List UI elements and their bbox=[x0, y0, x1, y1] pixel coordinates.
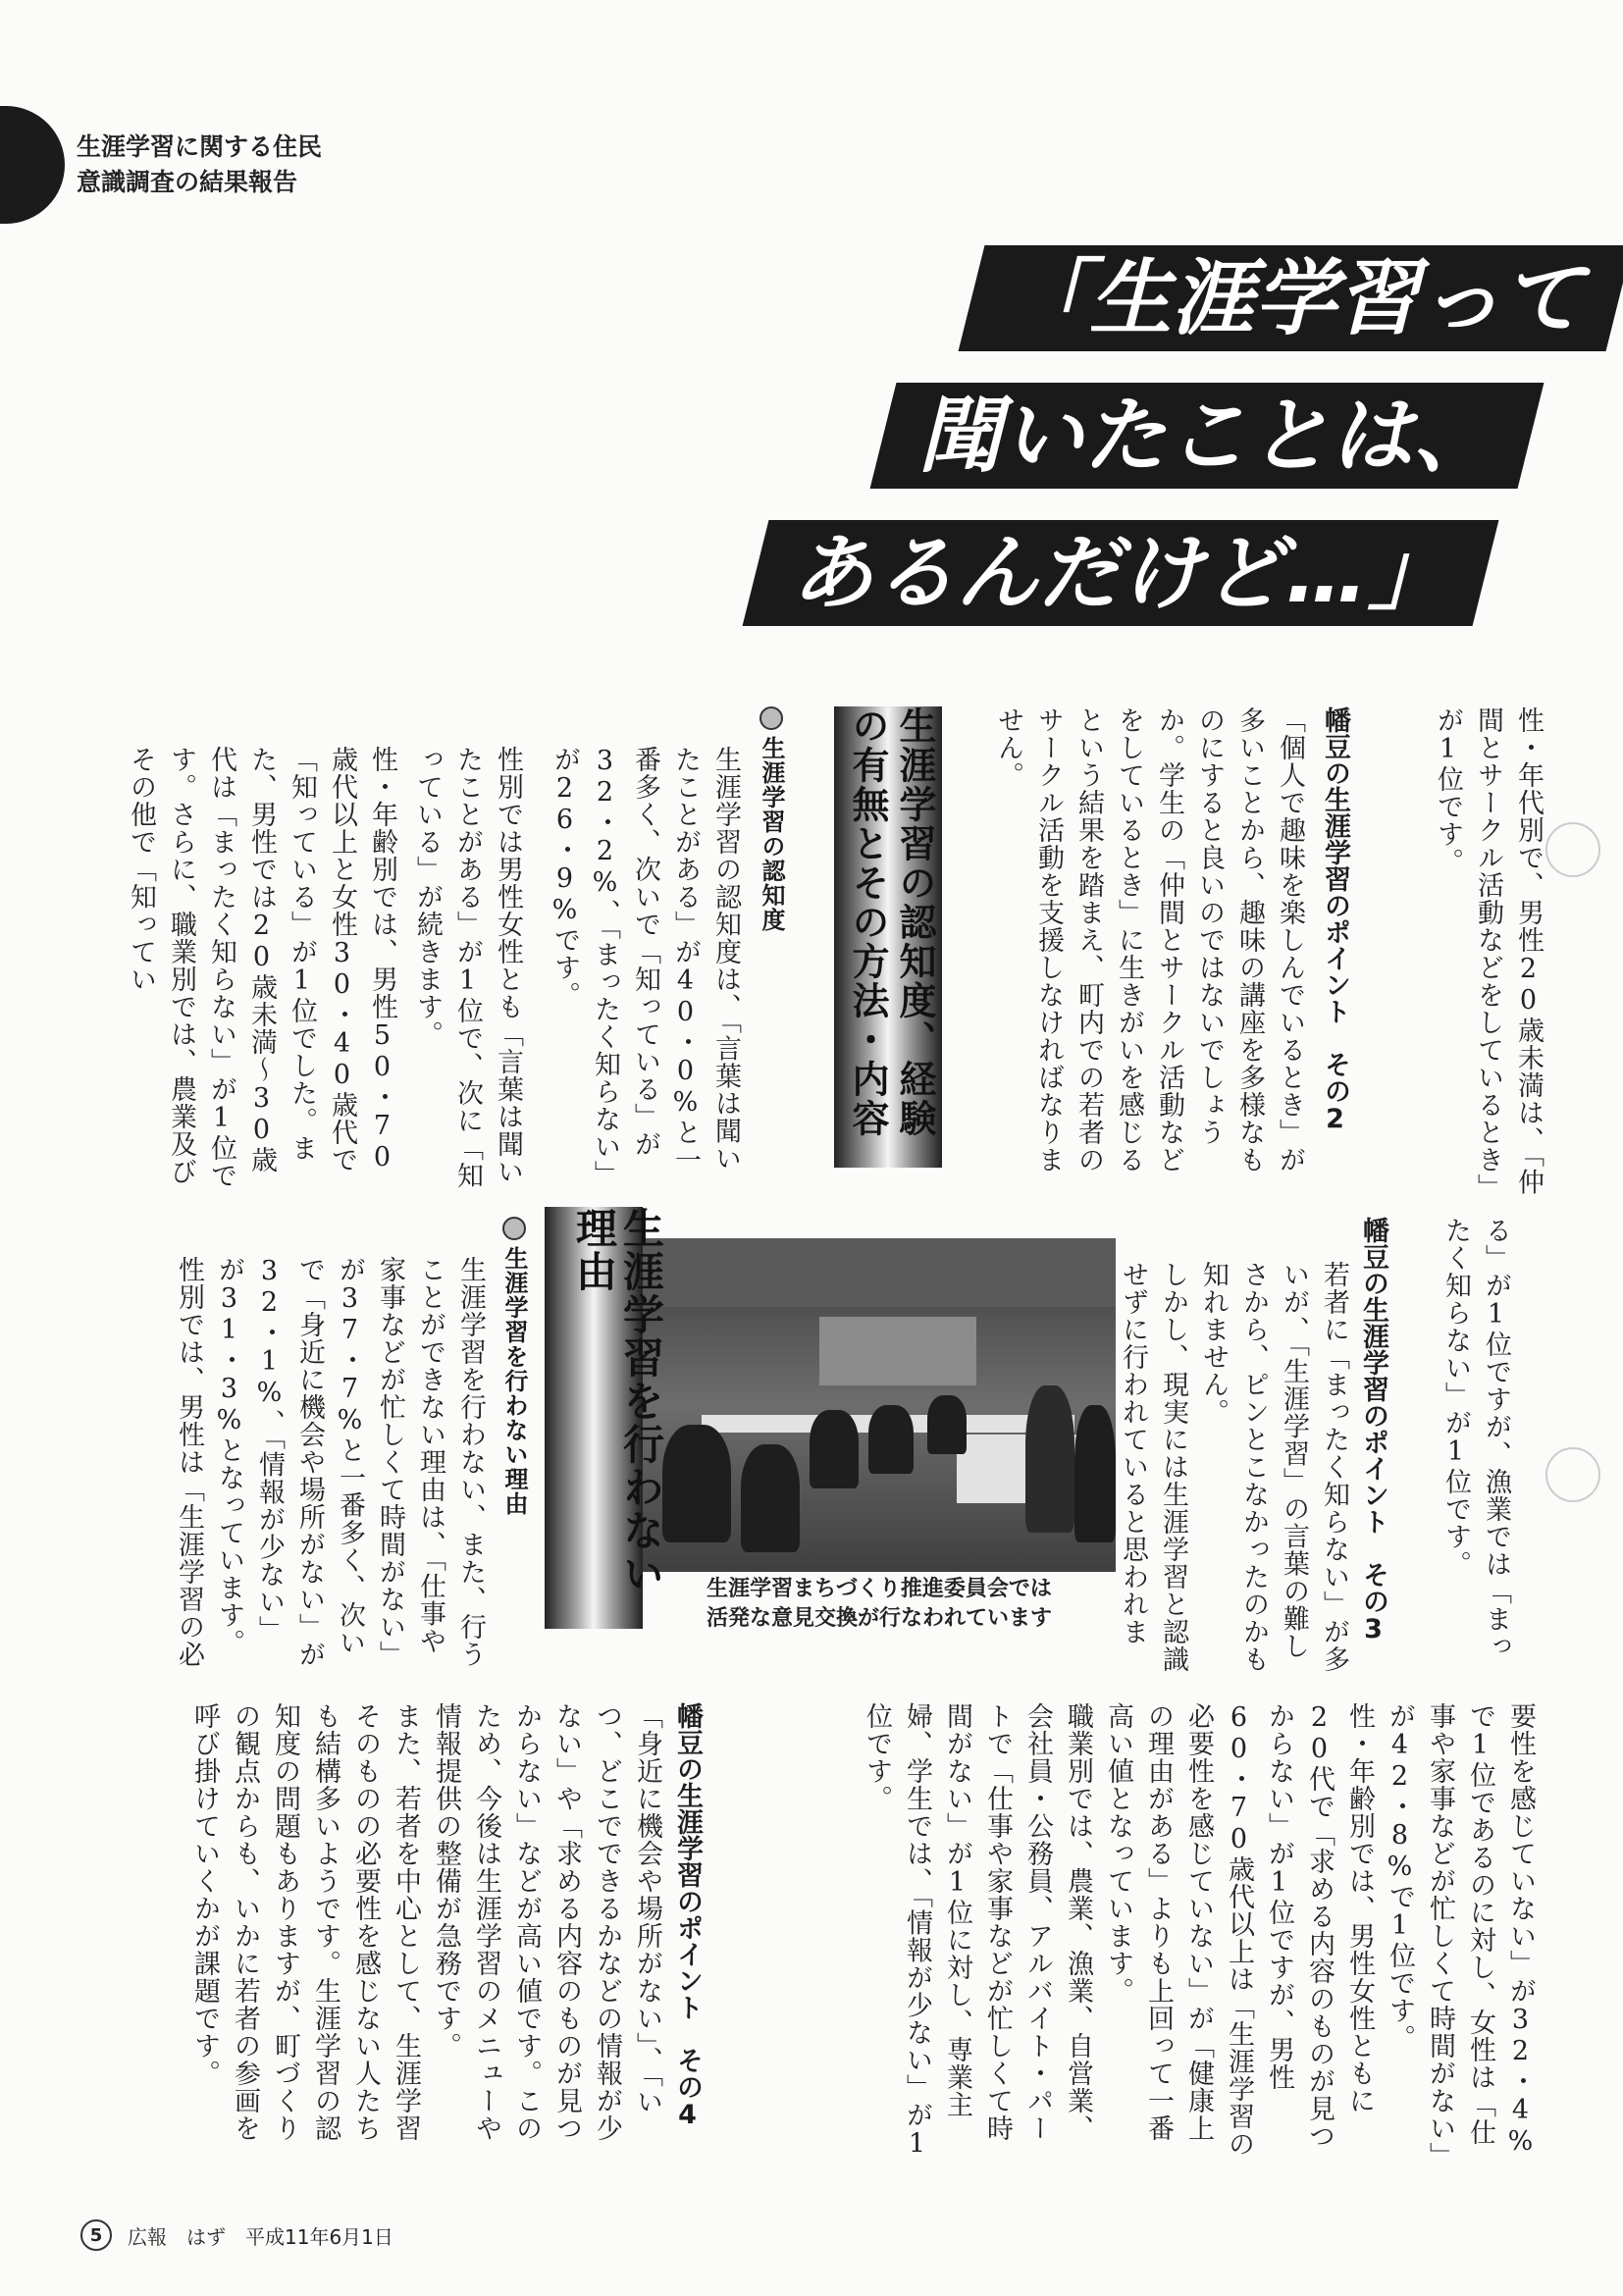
binder-hole-top bbox=[1545, 822, 1600, 877]
section-tab-marker bbox=[0, 106, 65, 224]
point-2-heading: 幡豆の生涯学習のポイント その2 bbox=[1320, 706, 1350, 1134]
column-8: 生涯学習を行わない、また、行うことができない理由は、「仕事や家事などが忙しくて時間がない」が37・7%と一番多く、次いで「身近に機会や場所がない」が32・1%、「情報が少ない」が31・3%となっています。 性別では、男性は「生涯学習の必 bbox=[174, 1256, 486, 1668]
point-3-heading: 幡豆の生涯学習のポイント その3 bbox=[1358, 1217, 1388, 1644]
report-title: 生涯学習に関する住民 意識調査の結果報告 bbox=[77, 132, 323, 196]
bullet-icon bbox=[759, 706, 783, 730]
reasons-heading-bar bbox=[545, 1207, 665, 1629]
banner-line-3: あるんだけど…」 bbox=[743, 520, 1499, 626]
binder-hole-bottom bbox=[1545, 1447, 1600, 1502]
column-9: 要性を感じていない」が32・4%で1位であるのに対し、女性は「仕事や家事などが忙しくて時間がない」が42・8%で1位です。 性・年齢別では、男性女性ともに20代で「求める内容のものが見つからない」が1位ですが、男性60・70歳代以上は「生涯学習の必要性を感じていない」が「健康上の理由がある」よりも上回って一番高い値となっています。 職業別では、農業、漁業、自営業、会社員・公務員、アルバイト・パートで「仕事や家事などが忙しくて時間がない」が1位に対し、専業主婦、学生では、「情報が少ない」が1位です。 bbox=[862, 1702, 1536, 2161]
column-10: 「身近に機会や場所がない」、「いつ、どこでできるかなどの情報が少ない」や「求める内容のものが見つからない」などが高い値です。このため、今後は生涯学習のメニューや情報提供の整備が急務です。 また、若者を中心として、生涯学習そのものの必要性を感じない人たちも結構多いようです。生涯学習の認知度の問題もありますが、町づくりの観点からも、いかに若者の参画を呼び掛けていくかが課題です。 bbox=[189, 1702, 662, 2142]
committee-meeting-photo bbox=[643, 1238, 1116, 1572]
bullet-icon bbox=[502, 1217, 526, 1240]
column-2: 「個人で趣味を楽しんでいるとき」が多いことから、趣味の講座を多様なものにすると良いのではないでしょうか。学生の「仲間とサークル活動などをしているとき」に生きがいを感じるという結果を踏まえ、町内での若者のサークル活動を支援しなければなりません。 bbox=[993, 706, 1305, 1174]
column-1: 性・年代別で、男性20歳未満は、「仲間とサークル活動などをしているとき」が1位です。 bbox=[1433, 706, 1544, 1196]
reasons-subhead: 生涯学習を行わない理由 bbox=[498, 1217, 532, 1648]
publication-info: 広報 はず 平成11年6月1日 bbox=[128, 2224, 393, 2249]
column-7: 若者に「まったく知らない」が多いが、「生涯学習」の言葉の難しさから、ピンとこなかったのかも知れません。 しかし、現実には生涯学習と認識せずに行われていると思われま bbox=[1118, 1261, 1349, 1673]
banner-line-1: 「生涯学習って bbox=[959, 245, 1623, 351]
awareness-heading-bar bbox=[834, 706, 942, 1168]
page-number: 5 bbox=[80, 2219, 112, 2251]
reasons-heading: 生涯学習を行わない理由 bbox=[570, 1207, 665, 1595]
column-6: る」が1位ですが、漁業では「まったく知らない」が1位です。 bbox=[1440, 1217, 1511, 1660]
awareness-heading: 生涯学習の認知度、経験の有無とその方法・内容 bbox=[846, 706, 936, 1138]
awareness-subhead: 生涯学習の認知度 bbox=[756, 706, 789, 1197]
column-3: 生涯学習の認知度は、「言葉は聞いたことがある」が40・0%と一番多く、次いで「知っている」が32・2%、「まったく知らない」が26・9%です。 bbox=[550, 746, 741, 1188]
banner-line-2: 聞いたことは、 bbox=[870, 383, 1544, 489]
page-footer bbox=[80, 2219, 393, 2251]
column-4: 性別では男性女性とも「言葉は聞いたことがある」が1位で、次に「知っている」が続きます。 bbox=[412, 746, 523, 1189]
column-5: 性・年齢別では、男性50・70歳代以上と女性30・40歳代で「知っている」が1位でした。また、男性では20歳未満～30歳代は「まったく知らない」が1位です。さらに、職業別では、農業及びその他で「知ってい bbox=[126, 746, 397, 1189]
photo-caption: 生涯学習まちづくり推進委員会では 活発な意見交換が行なわれています bbox=[706, 1577, 1052, 1631]
point-4-heading: 幡豆の生涯学習のポイント その4 bbox=[672, 1702, 703, 2130]
